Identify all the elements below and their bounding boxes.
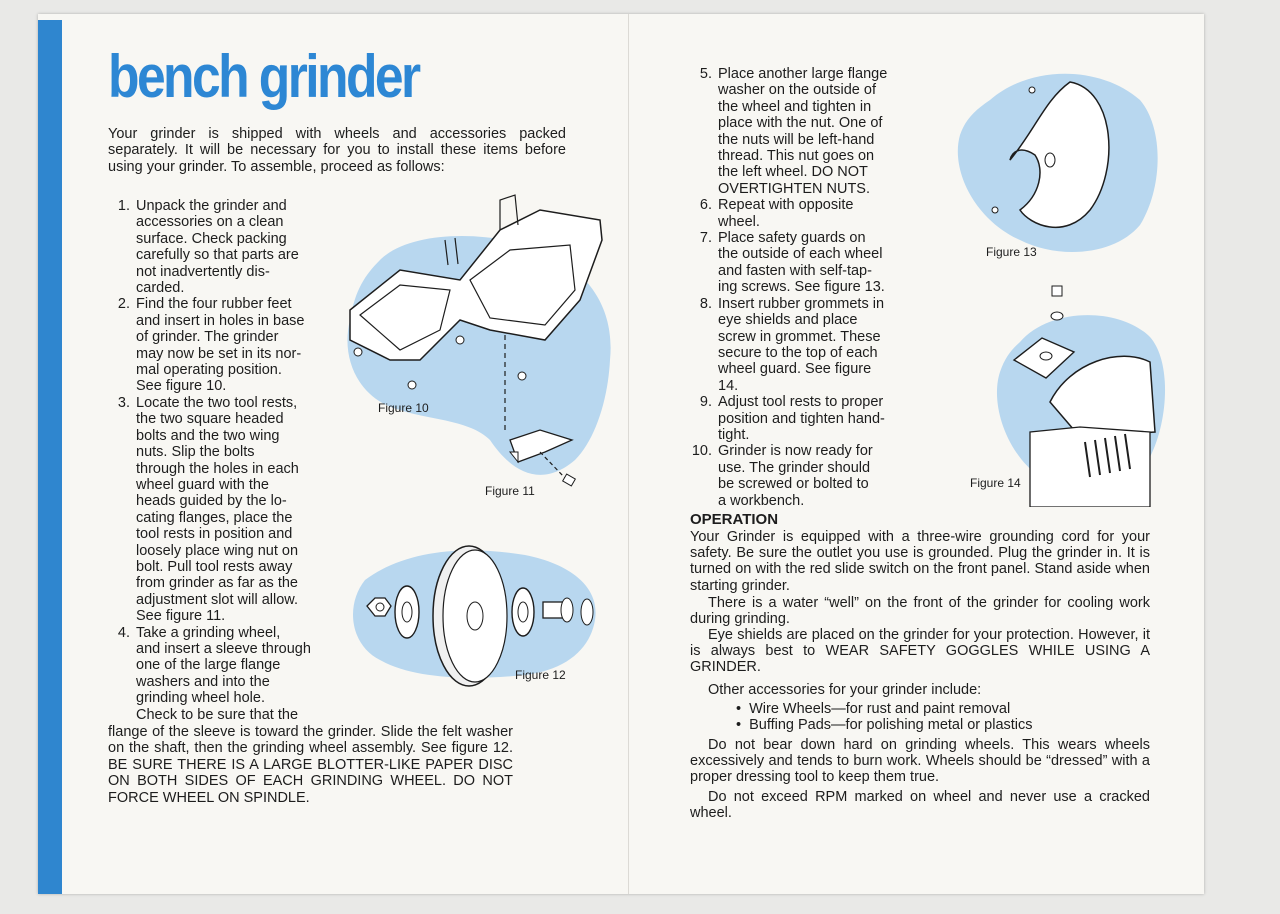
step-4-continued: flange of the sleeve is toward the grinder. Slide the felt washer on the shaft, then the grinding wheel assembly. See figure 12. BE SURE THERE IS A LARGE BLOTTER-LIKE PAPER DISC ON BOTH SIDES OF EACH GRINDING WHEEL. DO NOT FORCE WHEEL ON SPINDLE. bbox=[108, 724, 513, 806]
step-text: Place safety guards on the outside of each wheel and fasten with self-tap- ing screws. See figure 13. bbox=[718, 230, 885, 296]
operation-paragraph-1: Your Grinder is equipped with a three-wire grounding cord for your safety. Be sure the outlet you use is grounded. Plug the grinder in. It is turned on with the red slide switch on the front panel. Stand aside when starting grinder. bbox=[690, 529, 1150, 594]
safety-guard-illustration bbox=[950, 60, 1165, 260]
step-text: Place another large flange washer on the outside of the wheel and tighten in place with the nut. One of the nuts will be left-hand thread. This nut goes on the left wheel. DO NOT OVERTIGHTEN NUTS. bbox=[718, 66, 888, 197]
intro-paragraph: Your grinder is shipped with wheels and accessories packed separately. It will be necessary for you to install these items before using your grinder. To assemble, proceed as follows: bbox=[108, 126, 566, 175]
page-title: bench grinder bbox=[108, 43, 419, 110]
step-number: 4. bbox=[117, 624, 130, 641]
operation-paragraph-6: Do not exceed RPM marked on wheel and never use a cracked wheel. bbox=[690, 789, 1150, 822]
step-text: Adjust tool rests to proper position and tighten hand- tight. bbox=[718, 394, 885, 443]
step-2 bbox=[108, 296, 336, 394]
step-text: Take a grinding wheel, and insert a sleeve through one of the large flange washers and into the grinding wheel hole. Check to be sure that the bbox=[136, 624, 311, 723]
step-number: 10. bbox=[691, 443, 712, 460]
step-3 bbox=[108, 395, 336, 625]
grinder-base-illustration bbox=[340, 190, 620, 510]
step-text: Insert rubber grommets in eye shields and place screw in grommet. These secure to the top of each wheel guard. See figure 14. bbox=[718, 295, 885, 394]
step-1 bbox=[108, 198, 336, 296]
step-6 bbox=[690, 197, 918, 230]
figure-13-caption: Figure 13 bbox=[986, 245, 1037, 259]
step-5 bbox=[690, 66, 918, 197]
accessories-list bbox=[736, 701, 1033, 733]
step-number: 7. bbox=[699, 230, 712, 247]
operation-paragraph-5: Do not bear down hard on grinding wheels. This wears wheels excessively and tends to burn work. Wheels should be “dressed” with a proper dressing tool to keep them true. bbox=[690, 737, 1150, 786]
step-number: 9. bbox=[699, 394, 712, 411]
step-number: 8. bbox=[699, 295, 712, 312]
step-number: 6. bbox=[699, 197, 712, 214]
operation-paragraph-4: Other accessories for your grinder include: bbox=[708, 682, 982, 698]
step-9 bbox=[690, 394, 918, 443]
accessory-item: • Buffing Pads—for polishing metal or plastics bbox=[736, 717, 1033, 733]
step-7 bbox=[690, 230, 918, 296]
step-number: 1. bbox=[117, 198, 130, 214]
figure-12-caption: Figure 12 bbox=[515, 668, 566, 682]
figure-14-caption: Figure 14 bbox=[970, 476, 1021, 490]
step-number: 3. bbox=[117, 394, 130, 411]
accessory-item: • Wire Wheels—for rust and paint removal bbox=[736, 701, 1033, 717]
step-text: Find the four rubber feet and insert in holes in base of grinder. The grinder may now be set in its nor- mal operating position. See figure 10. bbox=[136, 296, 305, 395]
figure-11-caption: Figure 11 bbox=[485, 484, 535, 498]
operation-paragraph-2: There is a water “well” on the front of the grinder for cooling work during grinding. bbox=[690, 595, 1150, 628]
assembly-steps-right bbox=[690, 66, 918, 509]
step-4 bbox=[108, 625, 336, 723]
operation-heading: OPERATION bbox=[690, 511, 779, 528]
step-text: Repeat with opposite wheel. bbox=[718, 197, 854, 230]
step-text: Unpack the grinder and accessories on a clean surface. Check packing carefully so that parts are not inadvertently dis- carded. bbox=[136, 198, 299, 297]
step-text: Grinder is now ready for use. The grinder should be screwed or bolted to a workbench. bbox=[718, 443, 873, 509]
page-spine bbox=[628, 14, 629, 894]
step-number: 2. bbox=[117, 296, 130, 313]
step-text: Locate the two tool rests, the two square headed bolts and the two wing nuts. Slip the bolts through the holes in each wheel guard with the heads guided by the lo- cating flanges, place the tool rests in position and loosely place wing nut on bolt. Pull tool rests away from grinder as far as the adjustment slot will allow. See figure 11. bbox=[136, 394, 299, 625]
step-10 bbox=[690, 443, 918, 509]
operation-paragraph-3: Eye shields are placed on the grinder for your protection. However, it is always best to WEAR SAFETY GOGGLES WHILE USING A GRINDER. bbox=[690, 627, 1150, 676]
grinding-wheel-assembly-illustration bbox=[345, 540, 607, 695]
step-8 bbox=[690, 296, 918, 394]
figure-10-caption: Figure 10 bbox=[378, 401, 429, 415]
eye-shield-illustration bbox=[990, 282, 1170, 507]
step-number: 5. bbox=[699, 66, 712, 82]
blue-edge-stripe bbox=[38, 20, 62, 894]
assembly-steps-left bbox=[108, 198, 336, 723]
